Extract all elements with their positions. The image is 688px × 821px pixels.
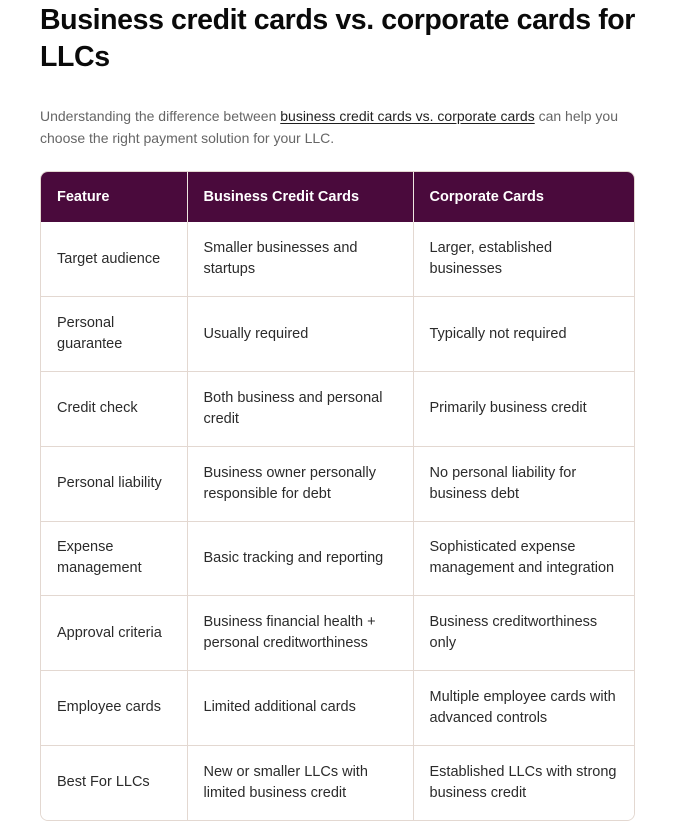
feature-cell: Employee cards (41, 671, 187, 746)
table-row-personal-liability (41, 446, 635, 521)
business-cell: New or smaller LLCs with limited business credit (187, 745, 413, 820)
table-row-credit-check (41, 372, 635, 447)
corporate-cell: Sophisticated expense management and integration (413, 521, 635, 596)
table-body (41, 222, 635, 820)
business-cell: Business financial health + personal creditworthiness (187, 596, 413, 671)
comparison-table (41, 172, 635, 820)
corporate-cell: Primarily business credit (413, 372, 635, 447)
corporate-cell: Typically not required (413, 297, 635, 372)
table-row-best-for-llcs (41, 745, 635, 820)
business-cell: Limited additional cards (187, 671, 413, 746)
table-header-row (41, 172, 635, 222)
business-cell: Both business and personal credit (187, 372, 413, 447)
intro-link[interactable]: business credit cards vs. corporate cards (280, 108, 535, 124)
header-cell-corporate-cards: Corporate Cards (413, 172, 635, 222)
feature-cell: Expense management (41, 521, 187, 596)
feature-cell: Best For LLCs (41, 745, 187, 820)
intro-text-before: Understanding the difference between (40, 108, 281, 124)
corporate-cell: Established LLCs with strong business credit (413, 745, 635, 820)
table-row-approval-criteria (41, 596, 635, 671)
feature-cell: Personal liability (41, 446, 187, 521)
feature-cell: Approval criteria (41, 596, 187, 671)
intro-paragraph (40, 106, 640, 149)
business-cell: Business owner personally responsible for debt (187, 446, 413, 521)
business-cell: Basic tracking and reporting (187, 521, 413, 596)
table-header (41, 172, 635, 222)
comparison-table-container (40, 171, 635, 821)
table-row-personal-guarantee (41, 297, 635, 372)
table-row-employee-cards (41, 671, 635, 746)
corporate-cell: Multiple employee cards with advanced controls (413, 671, 635, 746)
page-title: Business credit cards vs. corporate cards for LLCs (40, 4, 636, 73)
feature-cell: Credit check (41, 372, 187, 447)
table-row-expense-management (41, 521, 635, 596)
table-row-target-audience (41, 222, 635, 297)
corporate-cell: No personal liability for business debt (413, 446, 635, 521)
header-cell-feature: Feature (41, 172, 187, 222)
feature-cell: Personal guarantee (41, 297, 187, 372)
corporate-cell: Business creditworthiness only (413, 596, 635, 671)
business-cell: Usually required (187, 297, 413, 372)
feature-cell: Target audience (41, 222, 187, 297)
business-cell: Smaller businesses and startups (187, 222, 413, 297)
header-cell-business-credit-cards: Business Credit Cards (187, 172, 413, 222)
intro-text-after: can help you choose the right payment solution for your LLC. (40, 108, 618, 146)
corporate-cell: Larger, established businesses (413, 222, 635, 297)
